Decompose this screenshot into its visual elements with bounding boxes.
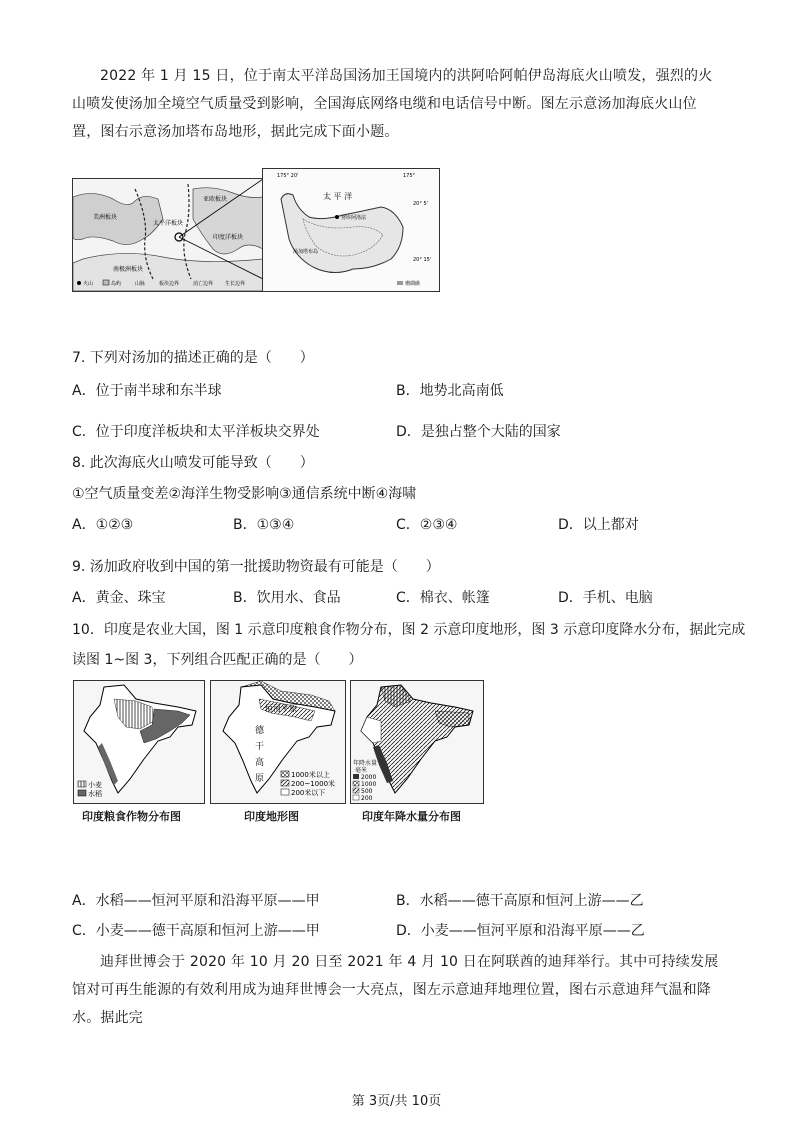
q10-stem-line1: 10．印度是农业大国，图 1 示意印度粮食作物分布，图 2 示意印度地形，图 3 示意印度降水分布，据此完成 [72, 622, 746, 638]
dubai-intro-text: 迪拜世博会于 2020 年 10 月 20 日至 2021 年 4 月 10 日在阿联酋的迪拜举行。其中可持续发展馆对可再生能源的有效利用成为迪拜世博会一大亮点，图左示意迪拜地理位置，图右示意迪拜气温和降水。据此完 [72, 954, 719, 1026]
q10-option-c[interactable]: C．小麦——德干高原和恒河上游——甲 [72, 923, 320, 939]
crop-legend-rice: 水稻 [88, 790, 102, 798]
crop-legend-wheat: 小麦 [88, 781, 102, 789]
lat-label-2: 20° 15' [413, 257, 432, 263]
india-rainfall-map [350, 680, 484, 804]
lat-label-1: 20° 5' [413, 201, 429, 207]
rain-legend-2000: 2000 [361, 774, 377, 781]
lon-label-2: 175° [403, 173, 416, 179]
page-footer: 第 3页/共 10页 [351, 1094, 442, 1109]
legend-subduction: 消亡边界 [193, 281, 214, 287]
q8-stem: 8. 此次海底火山喷发可能导致（ ） [72, 455, 314, 471]
q9-option-b[interactable]: B．饮用水、食品 [233, 590, 341, 606]
india-crop-map [73, 680, 205, 804]
rain-legend-200: 200 [361, 795, 373, 802]
india-terrain-svg [211, 681, 345, 803]
india-terrain-caption: 印度地形图 [244, 810, 299, 823]
terrain-legend-low: 200米以下 [291, 789, 326, 797]
q7-option-c[interactable]: C．位于印度洋板块和太平洋板块交界处 [72, 424, 320, 440]
legend-island: 岛屿 [111, 281, 122, 287]
legend-volcano: 火山 [83, 281, 94, 287]
plate-label-eurasia: 亚欧板块 [203, 196, 228, 203]
q8-option-a[interactable]: A．①②③ [72, 517, 134, 533]
dubai-intro-paragraph [72, 948, 722, 1032]
q9-option-d[interactable]: D．手机、电脑 [558, 590, 653, 606]
q10-stem-line2: 读图 1~图 3，下列组合匹配正确的是（ ） [72, 652, 363, 668]
plate-label-antarctic: 南极洲板块 [113, 266, 144, 273]
pacific-plates-map [72, 178, 264, 292]
q9-stem: 9. 汤加政府收到中国的第一批援助物资最有可能是（ ） [72, 559, 440, 575]
q8-option-c[interactable]: C．②③④ [396, 517, 458, 533]
terrain-legend-high: 1000米以上 [291, 771, 330, 779]
legend-mountain: 山脉 [135, 281, 146, 287]
india-crop-svg [74, 681, 204, 803]
india-terrain-map [210, 680, 346, 804]
q7-option-d[interactable]: D．是独占整个大陆的国家 [396, 424, 561, 440]
plate-label-pacific: 太平洋板块 [153, 220, 184, 227]
rain-legend-1000: 1000 [361, 781, 377, 788]
legend-plate-boundary: 板块边界 [159, 281, 180, 287]
tonga-intro-text: 2022 年 1 月 15 日，位于南太平洋岛国汤加王国境内的洪阿哈阿帕伊岛海底火山喷发，强烈的火山喷发使汤加全境空气质量受到影响，全国海底网络电缆和电话信号中断。图左示意汤加海底火山位置，图右示意汤加塔布岛地形，据此完成下面小题。 [72, 68, 713, 140]
india-rainfall-caption: 印度年降水量分布图 [362, 810, 461, 823]
q10-option-d[interactable]: D．小麦——恒河平原和沿海平原——乙 [396, 923, 645, 939]
pacific-ocean-label: 太 平 洋 [323, 192, 353, 201]
q7-option-a[interactable]: A．位于南半球和东半球 [72, 383, 222, 399]
india-crop-caption: 印度粮食作物分布图 [82, 810, 181, 823]
pacific-plates-svg [73, 179, 263, 291]
reef-legend-label: 珊瑚礁 [405, 281, 421, 287]
q8-option-b[interactable]: B．①③④ [233, 517, 295, 533]
q9-option-c[interactable]: C．棉衣、帐篷 [396, 590, 490, 606]
q10-option-b[interactable]: B．水稻——德干高原和恒河上游——乙 [396, 893, 644, 909]
terrain-legend-mid: 200~1000米 [291, 780, 336, 788]
rain-legend-title: 年降水量 [353, 760, 378, 767]
q7-option-b[interactable]: B．地势北高南低 [396, 383, 504, 399]
terrain-label-gao: 高 [255, 758, 265, 768]
lon-label-1: 175° 20' [277, 173, 299, 179]
capital-label: 努库阿洛法 [341, 215, 367, 221]
island-label: 汤加塔布岛 [293, 249, 319, 255]
q9-option-a[interactable]: A．黄金、珠宝 [72, 590, 166, 606]
tongatapu-svg [263, 169, 439, 291]
plate-label-indian: 印度洋板块 [213, 234, 244, 241]
rain-legend-unit: 毫米 [355, 767, 368, 774]
legend-spreading: 生长边界 [225, 281, 246, 287]
plate-label-america: 美洲板块 [93, 214, 118, 221]
q10-option-a[interactable]: A．水稻——恒河平原和沿海平原——甲 [72, 893, 320, 909]
q7-stem: 7. 下列对汤加的描述正确的是（ ） [72, 350, 314, 366]
india-rainfall-svg [351, 681, 483, 803]
rain-legend-500: 500 [361, 788, 373, 795]
tongatapu-island-map [262, 168, 440, 292]
terrain-label-yuan: 原 [255, 774, 265, 784]
q8-items: ①空气质量变差②海洋生物受影响③通信系统中断④海啸 [72, 486, 417, 502]
tonga-intro-paragraph [72, 62, 722, 146]
terrain-label-gan: 干 [255, 742, 265, 752]
terrain-label-ganges: 恒河平原 [265, 704, 297, 713]
q8-option-d[interactable]: D．以上都对 [558, 517, 639, 533]
terrain-label-de: 德 [255, 726, 265, 736]
